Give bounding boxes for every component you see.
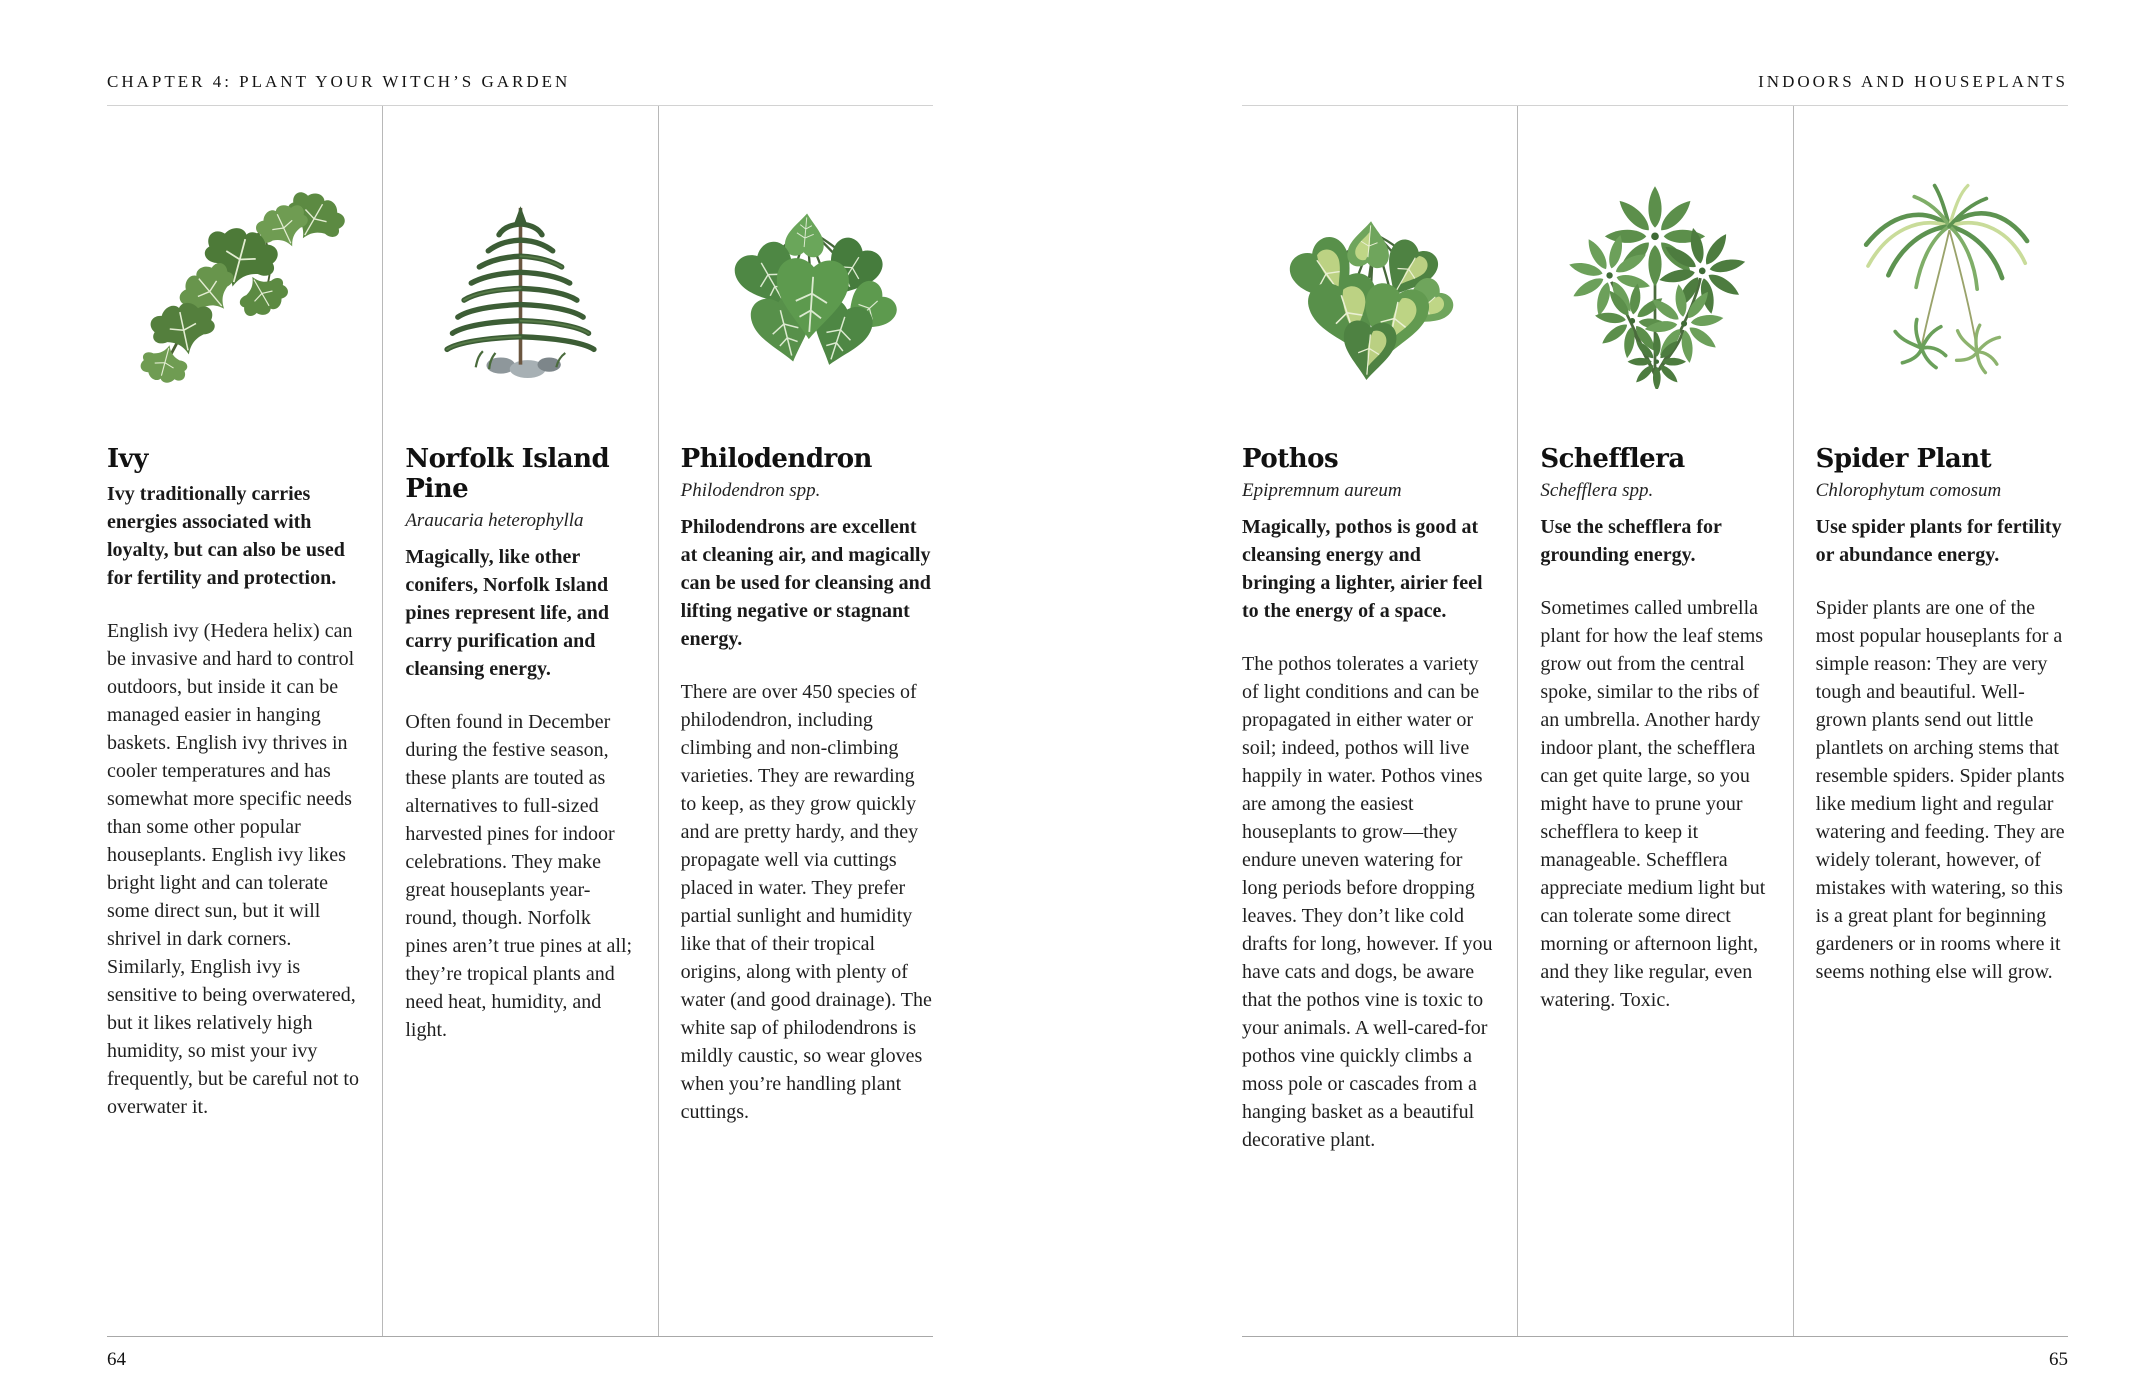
norfolk-island-pine-illustration [405,132,635,436]
section-header: INDOORS AND HOUSEPLANTS [1758,72,2068,91]
spider-plant-illustration [1816,132,2068,436]
body-paragraph: There are over 450 species of philodendron, including climbing and non-climbing varieties. They are rewarding to keep, as they grow quickly and are pretty hardy, and they propagate well via cuttings placed in water. They prefer partial sunlight and humidity like that of their tropical origins, along with plenty of water (and good drainage). The white sap of philodendrons is mildly caustic, so wear gloves when you’re handling plant cuttings. [680,681,932,1123]
intro-paragraph: Ivy traditionally carries energies associated with loyalty, but can also be used for fertility and protection. [107,483,345,589]
left-page-columns [107,105,933,1337]
body-paragraph: The pothos tolerates a variety of light conditions and can be propagated in either water or soil; indeed, pothos will live happily in water. Pothos vines are among the easiest houseplants to grow—they endure uneven watering for long periods before dropping leaves. They don’t like cold drafts for long, however. If you have cats and dogs, be aware that the pothos vine is toxic to your animals. A well-cared-for pothos vine quickly climbs a moss pole or cascades from a hanging basket as a beautiful decorative plant. [1242,653,1493,1151]
pothos-illustration [1242,132,1495,436]
latin-name: Schefflera spp. [1540,480,1654,501]
page-left [107,0,933,1400]
ivy-illustration [107,132,360,436]
body-paragraph: Sometimes called umbrella plant for how the leaf stems grow out from the central spoke, similar to the ribs of an umbrella. Another hardy indoor plant, the schefflera can get quite large, so you might have to prune your schefflera to keep it manageable. Schefflera appreciate medium light but can tolerate some direct morning or afternoon light, and they like regular, even watering. Toxic. [1540,597,1766,1011]
intro-paragraph: Philodendrons are excellent at cleaning air, and magically can be used for cleansing and lifting negative or stagnant energy. [680,516,931,650]
plant-column-ivy [107,106,382,1336]
intro-paragraph: Use the schefflera for grounding energy. [1540,516,1722,566]
intro-paragraph: Use spider plants for fertility or abundance energy. [1815,516,2062,566]
schefflera-illustration [1540,132,1770,436]
chapter-header: CHAPTER 4: PLANT YOUR WITCH’S GARDEN [107,72,571,91]
plant-title: Norfolk Island Pine [405,444,610,504]
plant-column-philodendron [658,106,933,1336]
plant-column-schefflera [1517,106,1792,1336]
body-paragraph: Spider plants are one of the most popular houseplants for a simple reason: They are very tough and beautiful. Well-grown plants send out little plantlets on arching stems that resemble spiders. Spider plants like medium light and regular watering and feeding. They are widely tolerant, however, of mistakes with watering, so this is a great plant for beginning gardeners or in rooms where it seems nothing else will grow. [1815,597,2065,983]
plant-title: Schefflera [1540,444,1685,474]
intro-paragraph: Magically, pothos is good at cleansing energy and bringing a lighter, airier feel to the energy of a space. [1242,516,1483,622]
plant-column-pothos [1242,106,1517,1336]
intro-paragraph: Magically, like other conifers, Norfolk Island pines represent life, and carry purification and cleansing energy. [405,546,610,680]
right-page-columns [1242,105,2068,1337]
page-number-right: 65 [2049,1349,2068,1370]
plant-title: Ivy [107,444,148,474]
body-paragraph: English ivy (Hedera helix) can be invasive and hard to control outdoors, but inside it can be managed easier in hanging baskets. English ivy thrives in cooler temperatures and has somewhat more specific needs than some other popular houseplants. English ivy likes bright light and can tolerate some direct sun, but it will shrivel in dark corners. Similarly, English ivy is sensitive to being overwatered, but it likes relatively high humidity, so mist your ivy frequently, but be careful not to overwater it. [107,620,359,1118]
plant-title: Spider Plant [1815,444,1992,474]
plant-column-norfolk-island-pine [382,106,657,1336]
philodendron-illustration [681,132,933,436]
latin-name: Philodendron spp. [680,480,821,501]
page-right [1242,0,2068,1400]
latin-name: Araucaria heterophylla [405,510,584,531]
page-number-left: 64 [107,1349,126,1370]
plant-title: Pothos [1242,444,1339,474]
plant-title: Philodendron [680,444,872,474]
latin-name: Epipremnum aureum [1242,480,1402,501]
plant-column-spider-plant [1793,106,2068,1336]
latin-name: Chlorophytum comosum [1815,480,2002,501]
body-paragraph: Often found in December during the festive season, these plants are touted as alternatives to full-sized harvested pines for indoor celebrations. They make great houseplants year-round, though. Norfolk pines aren’t true pines at all; they’re tropical plants and need heat, humidity, and light. [405,711,633,1041]
